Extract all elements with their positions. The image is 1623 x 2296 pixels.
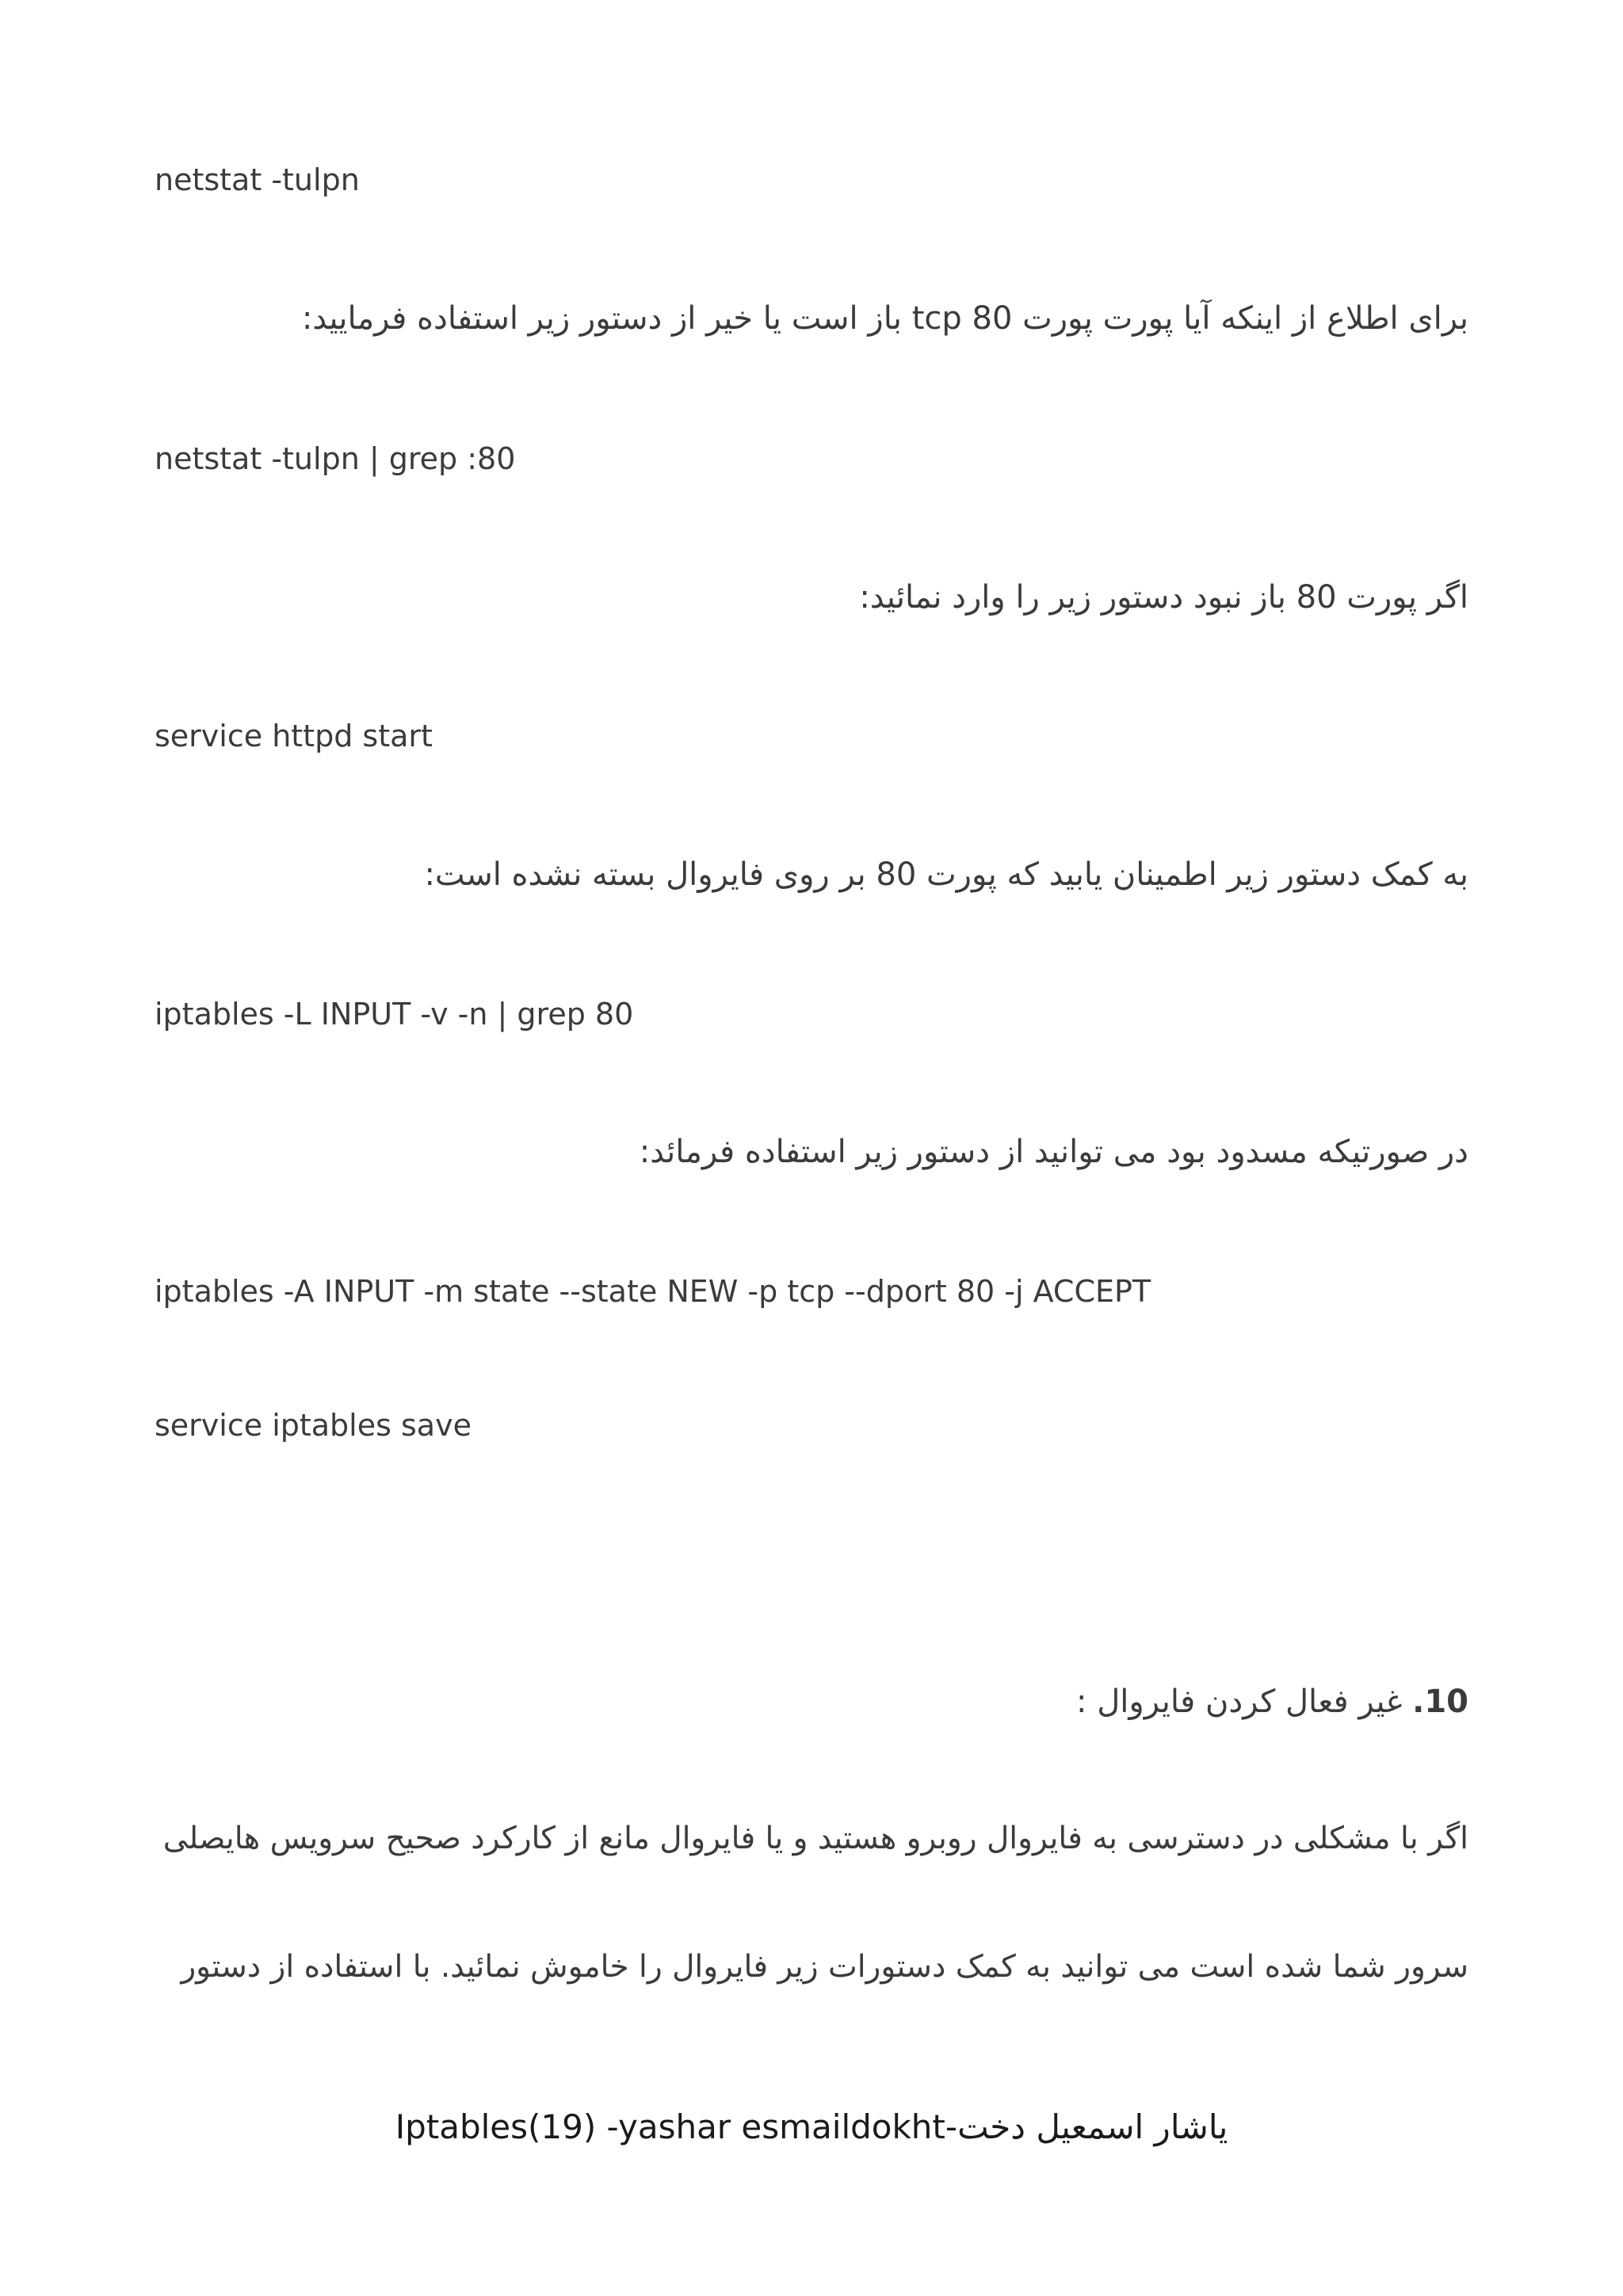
command-netstat: netstat -tulpn [155,162,360,197]
command-iptables-save: service iptables save [155,1408,472,1443]
section-heading [1076,1683,1468,1721]
instruction-check-port: برای اطلاع از اینکه آیا پورت پورت tcp 80 باز است یا خیر از دستور زیر استفاده فرمایید: [301,300,1468,337]
section-number: 10. [1412,1684,1468,1720]
section-title: غیر فعال کردن فایروال : [1076,1684,1403,1720]
paragraph-line-2: سرور شما شده است می توانید به کمک دستورات زیر فایروال را خاموش نمائید. با استفاده از دستور [181,1949,1468,1985]
instruction-verify-firewall: به کمک دستور زیر اطمینان یابید که پورت 80 بر روی فایروال بسته نشده است: [424,856,1468,893]
command-netstat-grep: netstat -tulpn | grep :80 [155,441,516,476]
command-iptables-accept: iptables -A INPUT -m state --state NEW -p tcp --dport 80 -j ACCEPT [155,1274,1151,1309]
instruction-port-closed: اگر پورت 80 باز نبود دستور زیر را وارد نمائید: [859,579,1468,616]
command-iptables-list: iptables -L INPUT -v -n | grep 80 [155,997,634,1032]
page-footer: Iptables(19) -yashar esmaildokht-یاشار اسمعیل دخت [395,2107,1228,2146]
command-httpd-start: service httpd start [155,719,433,753]
instruction-if-blocked: در صورتیکه مسدود بود می توانید از دستور زیر استفاده فرمائد: [639,1134,1468,1170]
paragraph-line-1: اگر با مشکلی در دسترسی به فایروال روبرو هستید و یا فایروال مانع از کارکرد صحیح سرویس هایصلی [162,1821,1468,1856]
